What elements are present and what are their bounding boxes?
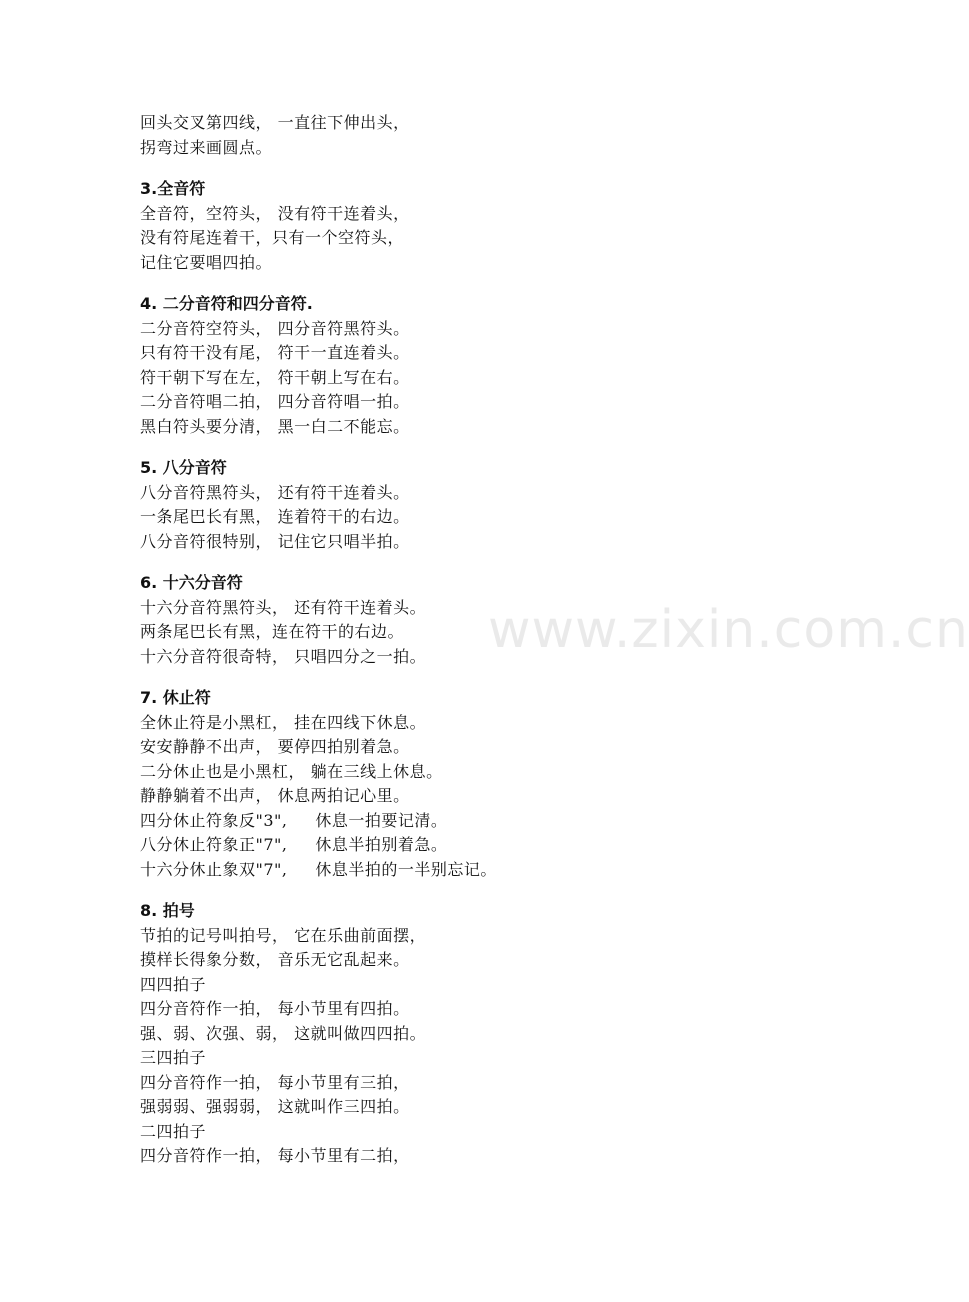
section-heading: 6. 十六分音符 (140, 573, 243, 592)
text-line: 记住它要唱四拍。 (140, 252, 273, 272)
text-line: 拐弯过来画圆点。 (140, 137, 273, 157)
text-line: 两条尾巴长有黑，连在符干的右边。 (140, 622, 405, 641)
text-line: 静静躺着不出声， 休息两拍记心里。 (140, 786, 410, 805)
section-heading: 5. 八分音符 (140, 458, 227, 477)
section-rests (140, 686, 860, 882)
text-line: 一条尾巴长有黑， 连着符干的右边。 (140, 507, 410, 526)
text-line: 安安静静不出声， 要停四拍别着急。 (140, 737, 410, 756)
text-line: 回头交叉第四线， 一直往下伸出头， (140, 113, 410, 132)
text-line: 强弱弱、强弱弱， 这就叫作三四拍。 (140, 1097, 410, 1116)
document-body (140, 111, 860, 1169)
text-line: 节拍的记号叫拍号， 它在乐曲前面摆， (140, 925, 427, 945)
text-line: 十六分音符黑符头， 还有符干连着头。 (140, 597, 427, 617)
intro-block (140, 111, 860, 160)
text-line: 符干朝下写在左， 符干朝上写在右。 (140, 367, 410, 387)
text-line: 二分休止也是小黑杠， 躺在三线上休息。 (140, 761, 443, 781)
text-line: 只有符干没有尾， 符干一直连着头。 (140, 343, 410, 362)
text-line: 四分休止符象反"3", 休息一拍要记清。 (140, 810, 448, 830)
text-line: 四分音符作一拍， 每小节里有二拍， (140, 1146, 410, 1165)
text-line: 八分音符很特别， 记住它只唱半拍。 (140, 531, 410, 551)
text-line: 四分音符作一拍， 每小节里有三拍， (140, 1072, 410, 1092)
text-line: 没有符尾连着干，只有一个空符头， (140, 228, 405, 247)
text-line: 十六分休止象双"7", 休息半拍的一半别忘记。 (140, 859, 497, 879)
text-line: 二分音符空符头， 四分音符黑符头。 (140, 318, 410, 338)
watermark: www.zixin.com.cn (488, 600, 969, 660)
section-half-quarter-note (140, 292, 860, 439)
text-line: 十六分音符很奇特， 只唱四分之一拍。 (140, 646, 427, 666)
section-eighth-note (140, 456, 860, 554)
section-heading: 8. 拍号 (140, 901, 195, 920)
section-heading: 3.全音符 (140, 179, 206, 198)
text-line: 黑白符头要分清， 黑一白二不能忘。 (140, 416, 410, 436)
text-line: 三四拍子 (140, 1048, 207, 1067)
text-line: 八分休止符象正"7", 休息半拍别着急。 (140, 835, 448, 854)
section-time-signature (140, 899, 860, 1169)
text-line: 二四拍子 (140, 1121, 207, 1141)
text-line: 全休止符是小黑杠， 挂在四线下休息。 (140, 712, 427, 732)
section-whole-note (140, 177, 860, 275)
section-heading: 7. 休止符 (140, 688, 211, 707)
text-line: 二分音符唱二拍， 四分音符唱一拍。 (140, 392, 410, 411)
text-line: 强、弱、次强、弱， 这就叫做四四拍。 (140, 1023, 427, 1043)
text-line: 八分音符黑符头， 还有符干连着头。 (140, 482, 410, 502)
text-line: 摸样长得象分数， 音乐无它乱起来。 (140, 950, 410, 969)
text-line: 全音符，空符头， 没有符干连着头， (140, 203, 410, 223)
text-line: 四分音符作一拍， 每小节里有四拍。 (140, 999, 410, 1018)
text-line: 四四拍子 (140, 974, 207, 994)
section-sixteenth-note (140, 571, 860, 669)
section-heading: 4. 二分音符和四分音符. (140, 294, 313, 313)
